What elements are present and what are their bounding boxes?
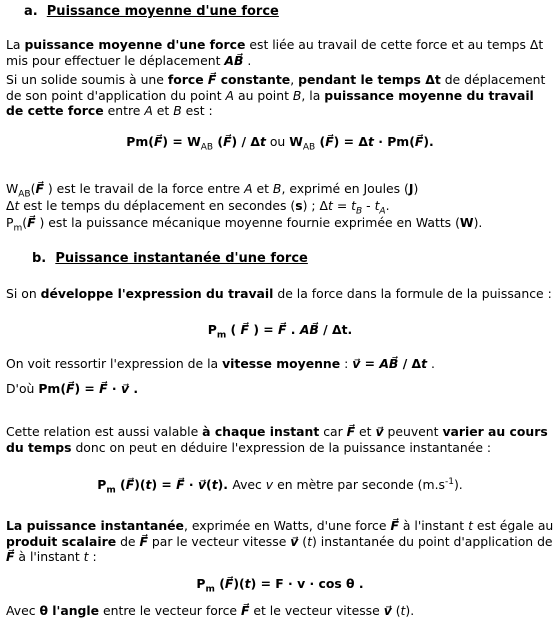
text-run: donc on peut en déduire l'expression de la puissance instantanée : [71,439,492,455]
section-a-paragraph-2 [6,72,554,119]
text-run: ). [405,603,415,618]
text-run: W [459,215,474,230]
text-run: ) = Δ [333,134,368,149]
text-run: et le vecteur vitesse [249,603,384,618]
section-a-paragraph-1 [6,37,554,68]
text-run: ) / Δ [231,134,260,149]
text-run: force [167,72,208,87]
text-run: ( [30,181,36,196]
text-run: entre le vecteur force [99,603,241,618]
text-run: W [289,134,303,149]
text-run: ) = [74,381,100,396]
text-run: ) = W [162,134,201,149]
text-run: , [290,72,299,87]
text-run: B [272,181,282,196]
text-run: ). [453,477,463,493]
text-run: ). [473,215,483,230]
text-run: t [145,477,152,493]
text-run: est liée au travail de cette force et au temps Δt mis pour effectuer le déplacement [6,37,544,68]
section-b-paragraph-6 [6,603,554,619]
text-run: P [6,215,14,230]
text-run: P [97,477,107,493]
text-run: ( [315,134,326,149]
text-run: , exprimée en Watts, d'une force [183,518,391,533]
section-a-number: a. [24,4,38,19]
text-run: A [225,87,235,103]
text-run: B [173,103,182,118]
vector-symbol: F⃗ [278,322,287,337]
text-run: puissance moyenne d'une force [24,37,246,52]
definition-power [6,215,554,237]
text-run: est : [181,103,213,118]
text-run: de déplacement de son point d'application du point [6,72,546,103]
section-b-paragraph-4 [6,424,554,455]
vector-symbol: F⃗ [223,134,232,149]
text-run: est égale au [472,518,554,533]
text-run: t [307,533,312,549]
superscript: -1 [444,477,454,487]
text-run: = [360,356,380,371]
text-run: J [408,181,414,196]
text-run: W [6,181,19,196]
text-run: Cette relation est aussi valable [6,424,203,439]
text-run: - [362,198,375,213]
vector-symbol: F⃗ [414,134,424,149]
text-run: )( [233,576,245,591]
vector-symbol: F⃗ [153,134,163,149]
text-run: . [385,198,390,213]
section-b-paragraph-5 [6,518,554,565]
text-run: ) est la puissance mécanique moyenne fournie exprimée en Watts ( [35,215,460,230]
vector-symbol: F⃗ [240,603,250,618]
text-run: ( [214,576,225,591]
vector-symbol: F⃗ [65,381,75,396]
text-run: / Δt. [318,322,353,337]
text-run: . [129,381,139,396]
text-run: t [367,134,374,149]
text-run: · Pm( [373,134,415,149]
text-run: )( [134,477,146,493]
vector-symbol: v⃗ [352,356,361,371]
text-run: Si un solide soumis à une [6,72,168,87]
text-run: v [265,477,274,493]
text-run: t [211,477,218,493]
text-run: de la force dans la formule de la puissance : [273,286,552,301]
subscript: m [13,223,23,234]
text-run: t [259,134,266,149]
text-run: produit scalaire [6,533,117,549]
text-run: . [286,322,300,337]
text-run: ( [213,134,224,149]
text-run: en mètre par seconde (m.s [273,477,445,493]
vector-symbol: AB⃗ [224,52,244,68]
text-run: entre [103,103,145,118]
vector-symbol: F⃗ [390,518,399,533]
vector-symbol: F⃗ [224,576,234,591]
section-b-title: Puissance instantanée d'une force [55,251,308,266]
text-run: à chaque instant [202,424,320,439]
text-run: : [340,356,353,371]
text-run: de [116,533,140,549]
text-run: et [252,181,273,196]
text-run: , exprimé en Joules ( [281,181,409,196]
text-run: ) instantanée du point d'application de [312,533,553,549]
text-run: t [374,198,380,213]
text-run: . [427,356,435,371]
vector-symbol: F⃗ [99,381,108,396]
section-b-heading [32,251,308,266]
text-run: θ l'angle [39,603,100,618]
text-run: t [244,576,251,591]
text-run: ) [413,181,419,196]
subscript: AB [18,189,31,200]
text-run: développe l'expression du travail [40,286,274,301]
text-run: Pm( [38,381,66,396]
section-b-formula-2 [0,477,560,496]
text-run: . [243,52,252,68]
text-run: La puissance instantanée [6,518,184,533]
text-run: B [292,87,302,103]
text-run: A [244,181,253,196]
text-run: peuvent [383,424,443,439]
text-run: Avec [6,603,40,618]
text-run: ) = [151,477,177,493]
text-run: La [6,37,25,52]
text-run: ( [115,477,126,493]
text-run: par le vecteur vitesse [147,533,291,549]
text-run: Si on [6,286,41,301]
text-run: ) ; Δ [302,198,329,213]
text-run: vitesse moyenne [222,356,341,371]
section-b-paragraph-1 [6,286,554,302]
text-run: à l'instant [398,518,469,533]
text-run: ( [298,533,308,549]
vector-symbol: AB⃗ [299,322,319,337]
text-run: à l'instant [14,549,84,564]
text-run: · [184,477,198,493]
text-run: Δ [6,198,15,213]
text-run: t [400,603,406,618]
text-run: puissance moyenne du travail de cette force [6,87,534,118]
text-run: s [295,198,303,213]
text-run: t [14,198,20,213]
text-run: pendant le temps Δt [298,72,441,87]
text-run: ). [423,134,434,149]
text-run: = [332,198,352,213]
text-run: t [351,198,357,213]
section-b-formula-1 [0,322,560,340]
subscript: m [106,485,116,496]
text-run: constante [216,72,291,87]
section-b-number: b. [32,251,47,266]
vector-symbol: v⃗ [383,603,392,618]
text-run: ) = [249,322,278,337]
text-run: ( [22,215,28,230]
text-run: D'où [6,381,39,396]
section-b-paragraph-2 [6,356,554,372]
text-run: t [468,518,473,533]
text-run: ) est le travail de la force entre [43,181,245,196]
text-run: t [421,356,428,371]
vector-symbol: v⃗ [197,477,207,493]
text-run: On voit ressortir l'expression de la [6,356,223,371]
text-run: ou [265,134,290,149]
subscript: B [356,206,363,217]
text-run: : [88,549,97,564]
text-run: ( [206,477,212,493]
vector-symbol: F⃗ [325,134,334,149]
vector-symbol: F⃗ [240,322,249,337]
vector-symbol: F⃗ [176,477,185,493]
text-run: P [207,322,217,337]
text-run: ). [217,477,233,493]
section-a-title: Puissance moyenne d'une force [46,4,279,19]
text-run: · [107,381,121,396]
text-run: est le temps du déplacement en secondes ( [19,198,296,213]
text-run: / Δ [398,356,422,371]
text-run: ) = F · v · cos θ . [250,576,364,591]
subscript: AB [200,142,214,153]
text-run: varier au cours du temps [6,424,548,455]
text-run: A [144,103,153,118]
vector-symbol: F⃗ [346,424,356,439]
vector-symbol: v⃗ [375,424,384,439]
text-run: ( [226,322,241,337]
vector-symbol: F⃗ [27,215,36,230]
vector-symbol: F⃗ [139,533,148,549]
section-a-formula [0,134,560,152]
vector-symbol: F⃗ [125,477,135,493]
text-run: Pm( [126,134,154,149]
vector-symbol: AB⃗ [379,356,399,371]
text-run: t [83,549,89,564]
text-run: au point [234,87,293,103]
subscript: m [216,330,227,341]
vector-symbol: v⃗ [120,381,130,396]
subscript: A [379,206,386,217]
vector-symbol: F⃗ [35,181,44,196]
vector-symbol: F⃗ [207,72,217,87]
vector-symbol: v⃗ [290,533,299,549]
section-b-formula-3 [0,576,560,594]
section-a-heading [24,4,279,19]
section-b-paragraph-3 [6,381,554,397]
text-run: , la [301,87,325,103]
text-run: P [196,576,206,591]
text-run: ( [391,603,401,618]
text-run: et [355,424,376,439]
text-run: Avec [232,477,266,493]
vector-symbol: F⃗ [6,549,15,564]
subscript: AB [302,142,316,153]
subscript: m [205,584,215,595]
text-run: t [328,198,333,213]
text-run: car [319,424,347,439]
text-run: et [152,103,174,118]
